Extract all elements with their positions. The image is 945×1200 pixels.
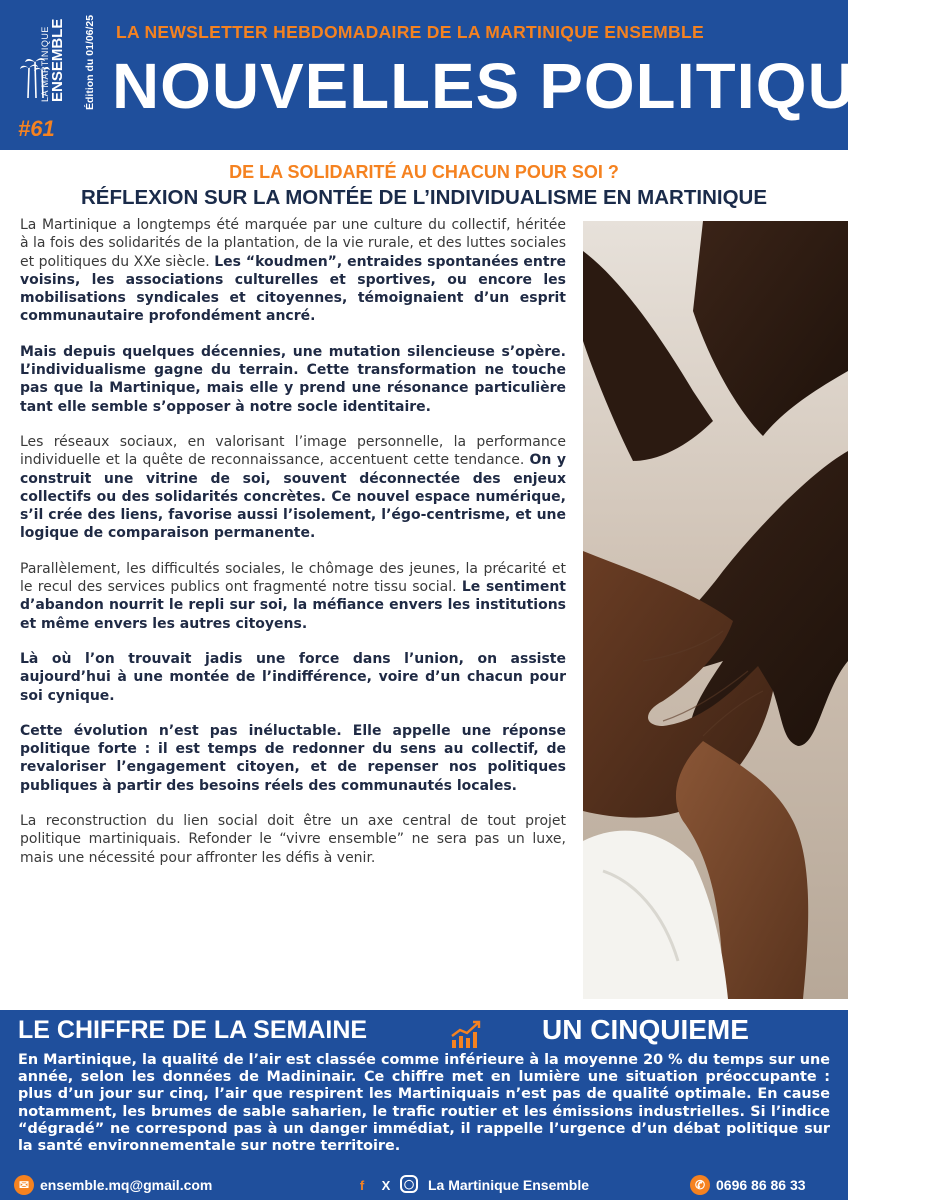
logo-wordmark xyxy=(40,19,65,102)
paragraph-7 xyxy=(20,812,566,867)
instagram-icon[interactable]: ◯ xyxy=(400,1175,418,1193)
social-name: La Martinique Ensemble xyxy=(428,1177,590,1193)
paragraph-6 xyxy=(20,722,566,795)
article-title-line2: RÉFLEXION SUR LA MONTÉE DE L’INDIVIDUALISME EN MARTINIQUE xyxy=(80,186,768,209)
footer-social[interactable] xyxy=(352,1175,589,1195)
email-text: ensemble.mq@gmail.com xyxy=(40,1177,213,1193)
p2-bold: Mais depuis quelques décennies, une mutation silencieuse s’opère. L’individualisme gagne du terrain. Cette transformation ne touche pas que la Martinique, mais elle y prend une résonance particulière tant elle semble s’opposer à notre socle identitaire. xyxy=(20,343,566,415)
figure-of-week-title: LE CHIFFRE DE LA SEMAINE xyxy=(18,1016,368,1044)
footer-phone[interactable] xyxy=(690,1175,806,1195)
figure-of-week-text: En Martinique, la qualité de l’air est classée comme inférieure à la moyenne 20 % du temps sur une année, selon les données de Madininair. Ce chiffre met en lumière une situation préoccupante : plus d’un jour sur cinq, l’air que respirent les Martiniquais n’est pas de qualité optimale. En cause notamment, les brumes de sable saharien, le trafic routier et les émissions industrielles. Si l’indice “dégradé” ne correspond pas à un danger immédiat, il rappelle l’urgence d’un débat politique sur la santé environnementale sur notre territoire. xyxy=(18,1052,830,1155)
stacked-hands-image xyxy=(583,221,848,999)
footer-email[interactable] xyxy=(14,1175,212,1195)
edition-date: Édition du 01/06/25 xyxy=(84,14,96,110)
paragraph-1 xyxy=(20,216,566,326)
trend-chart-icon xyxy=(450,1020,482,1048)
p3-text: Les réseaux sociaux, en valorisant l’image personnelle, la performance individuelle et la quête de reconnaissance, accentuent cette tendance. xyxy=(20,433,566,469)
p4-text: Parallèlement, les difficultés sociales, le chômage des jeunes, la précarité et le recul des services publics ont fragmenté notre tissu social. xyxy=(20,560,566,596)
phone-text: 0696 86 86 33 xyxy=(716,1177,806,1193)
article-photo xyxy=(583,221,848,999)
header xyxy=(0,0,945,150)
paragraph-3 xyxy=(20,433,566,543)
paragraph-2 xyxy=(20,343,566,416)
p4-bold: Le sentiment d’abandon nourrit le repli sur soi, la méfiance envers les institutions et même envers les autres citoyens. xyxy=(20,579,566,632)
phone-icon: ✆ xyxy=(690,1175,710,1195)
logo-line1: LA MARTINIQUE xyxy=(40,26,50,102)
article-title-line1: DE LA SOLIDARITÉ AU CHACUN POUR SOI ? xyxy=(229,162,619,182)
social-icons xyxy=(352,1175,418,1195)
p5-bold: Là où l’on trouvait jadis une force dans l’union, on assiste aujourd’hui à une montée de l’indifférence, voire d’un chacun pour soi cynique. xyxy=(20,650,566,704)
p3-bold: On y construit une vitrine de soi, souvent déconnectée des enjeux collectifs ou des solidarités concrètes. Ce nouvel espace numérique, s’il crée des liens, favorise aussi l’isolement, l’égo-centrisme, et une logique de comparaison permanente. xyxy=(20,452,566,542)
p7-text: La reconstruction du lien social doit être un axe central de tout projet politique martiniquais. Refonder le “vivre ensemble” ne sera pas un luxe, mais une nécessité pour affronter les défis à venir. xyxy=(20,813,566,866)
x-twitter-icon[interactable]: X xyxy=(381,1177,391,1193)
masthead-title: NOUVELLES POLITIQUES xyxy=(112,50,945,122)
logo-line2: ENSEMBLE xyxy=(49,18,66,102)
mail-icon: ✉ xyxy=(14,1175,34,1195)
p1-bold: Les “koudmen”, entraides spontanées entre voisins, les associations culturelles et sportives, ou encore les mobilisations syndicales et citoyennes, témoignaient d’un esprit communautaire profondément ancré. xyxy=(20,253,566,325)
logo xyxy=(14,10,104,114)
article-body xyxy=(20,216,566,884)
p1-text: La Martinique a longtemps été marquée par une culture du collectif, héritée à la fois des solidarités de la plantation, de la vie rurale, et des luttes sociales et politiques du XXe siècle. xyxy=(20,217,566,270)
paragraph-4 xyxy=(20,560,566,633)
issue-number: #61 xyxy=(18,116,55,141)
newsletter-kicker: LA NEWSLETTER HEBDOMADAIRE DE LA MARTINIQUE ENSEMBLE xyxy=(116,22,704,42)
paragraph-5 xyxy=(20,650,566,705)
figure-of-week-value: UN CINQUIEME xyxy=(542,1014,749,1045)
footer xyxy=(0,1172,848,1200)
p6-bold: Cette évolution n’est pas inéluctable. Elle appelle une réponse politique forte : il est temps de redonner du sens au collectif, de revaloriser l’engagement citoyen, et de repenser nos politiques publiques à partir des besoins réels des communautés locales. xyxy=(20,722,566,794)
facebook-icon[interactable]: f xyxy=(359,1177,365,1193)
